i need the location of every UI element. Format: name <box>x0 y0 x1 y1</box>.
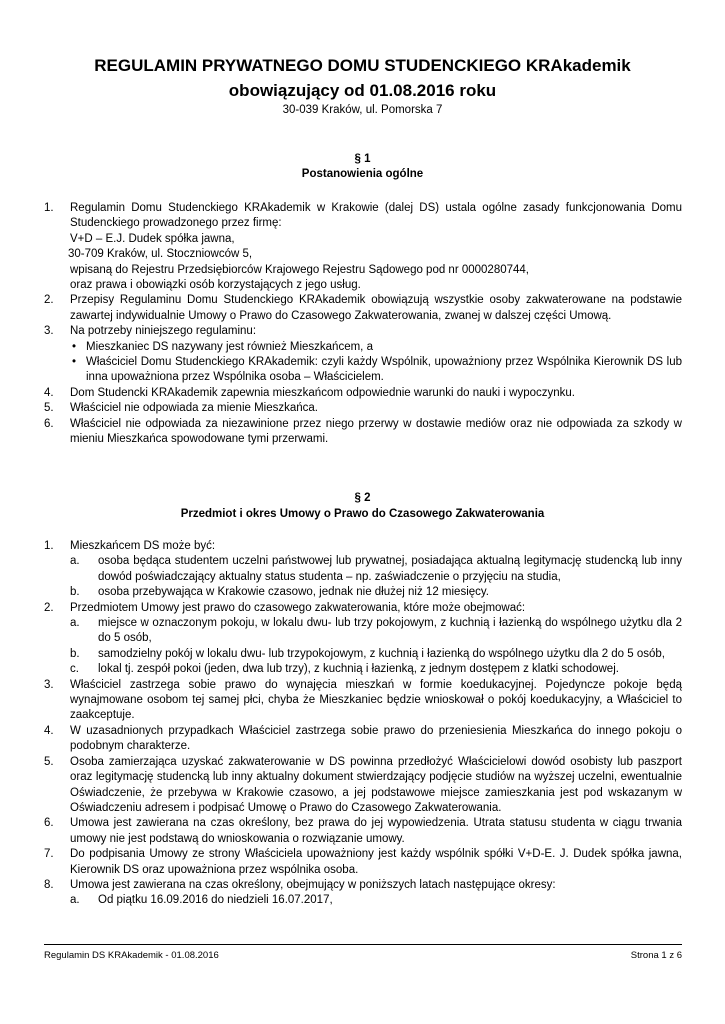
item-number: 6. <box>44 417 54 430</box>
item-text: Przepisy Regulaminu Domu Studenckiego KRAkademik obowiązują wszystkie osoby zakwaterowane na podstawie zawartej indywidualnie Umowy o Prawo do Czasowego Zakwaterowania, zwanej w dalszej części Umową. <box>70 294 682 322</box>
item-text: Właściciel zastrzega sobie prawo do wynajęcia mieszkań w formie koedukacyjnej. Pojedyncze pokoje będą wynajmowane osobom tej samej płci, chyba że Mieszkaniec będzie wnioskował o pokój koedukacyjny, a Właściciel to zaakceptuje. <box>70 678 682 722</box>
section-1-item-2 <box>44 293 682 324</box>
item-text: Mieszkańcem DS może być: <box>70 540 216 552</box>
sub-item-a <box>70 893 682 908</box>
item-text: Regulamin Domu Studenckiego KRAkademik w Krakowie (dalej DS) ustala ogólne zasady funkcjonowania Domu Studenckiego prowadzonego przez firmę: <box>70 202 682 230</box>
item-text: Umowa jest zawierana na czas określony, obejmujący w poniższych latach następujące okresy: <box>70 878 556 891</box>
section-2-item-1 <box>44 539 682 601</box>
section-2-item-6 <box>44 816 682 847</box>
section-1-number: § 1 <box>354 153 371 165</box>
section-1-item-6 <box>44 417 682 448</box>
sub-item-text: samodzielny pokój w lokalu dwu- lub trzypokojowym, z kuchnią i łazienką do wspólnego użytku dla 2 do 5 osób, <box>98 647 665 660</box>
bullet-text: Właściciel Domu Studenckiego KRAkademik: czyli każdy Wspólnik, upoważniony przez Wspólnika Kierownik DS lub inna upoważniona przez Wspólnika osoba – Właścicielem. <box>86 356 682 384</box>
section-2-item-8 <box>44 878 682 909</box>
section-1-item-5 <box>44 401 682 416</box>
section-2-number: § 2 <box>354 492 371 504</box>
section-2-item-7 <box>44 847 682 878</box>
item-number: 6. <box>44 817 54 830</box>
section-1-item-1 <box>44 201 682 293</box>
sub-item-letter: b. <box>70 647 80 660</box>
sub-item-c <box>70 662 682 677</box>
item-text: W uzasadnionych przypadkach Właściciel zastrzega sobie prawo do przeniesienia Mieszkańca do innego pokoju o podobnym charakterze. <box>70 724 682 753</box>
footer-document-name: Regulamin DS KRAkademik - 01.08.2016 <box>44 950 219 961</box>
company-street: 30-709 Kraków, ul. Stoczniowców 5, <box>68 248 253 261</box>
section-2-heading: Przedmiot i okres Umowy o Prawo do Czasowego Zakwaterowania <box>180 508 545 520</box>
sub-item-letter: a. <box>70 894 80 907</box>
footer-page-number: Strona 1 z 6 <box>630 950 682 961</box>
footer-divider <box>44 944 682 945</box>
item-number: 5. <box>44 402 54 415</box>
section-1-item-3 <box>44 324 682 386</box>
item-text: Umowa jest zawierana na czas określony, bez prawa do jej wypowiedzenia. Utrata statusu studenta w ciągu trwania umowy nie jest podstawą do wnioskowania o rozwiązanie umowy. <box>70 817 682 845</box>
sub-item-text: Od piątku 16.09.2016 do niedzieli 16.07.2017, <box>98 894 333 907</box>
sub-item-b <box>70 585 682 600</box>
item-number: 2. <box>44 294 54 307</box>
section-1-item-4 <box>44 386 682 401</box>
sub-item-text: lokal tj. zespół pokoi (jeden, dwa lub trzy), z kuchnią i łazienką, z jednym dostępem z klatki schodowej. <box>98 663 619 676</box>
section-2-item-4 <box>44 724 682 755</box>
item-number: 3. <box>44 325 54 338</box>
item-text: Właściciel nie odpowiada za niezawinione przez niego przerwy w dostawie mediów oraz nie odpowiada za szkody w mieniu Mieszkańca spowodowane tymi przerwami. <box>70 417 682 446</box>
item-number: 4. <box>44 724 54 737</box>
sub-item-text: osoba będąca studentem uczelni państwowej lub prywatnej, posiadająca aktualną legitymację studencką lub inny dowód poświadczający aktualny status studenta – np. zaświadczenie o przyjęciu na studia, <box>98 555 682 583</box>
item-number: 4. <box>44 386 54 399</box>
sub-item-letter: a. <box>70 555 80 568</box>
bullet-item <box>70 355 682 386</box>
sub-item-letter: b. <box>70 586 80 599</box>
bullet-item <box>70 340 682 355</box>
item-number: 5. <box>44 755 54 768</box>
sub-item-text: miejsce w oznaczonym pokoju, w lokalu dwu- lub trzy pokojowym, z kuchnią i łazienką do wspólnego użytku dla 2 do 5 osób, <box>98 617 682 645</box>
section-1-heading: Postanowienia ogólne <box>301 168 424 180</box>
section-1-body <box>44 201 682 448</box>
item-text: Osoba zamierzająca uzyskać zakwaterowanie w DS powinna przedłożyć Właścicielowi dowód osobisty lub paszport oraz legitymację studencką lub inny aktualny dokument stwierdzający podjęcie studiów na wyższej uczelni, ewentualnie Oświadczenie, że przebywa w Krakowie czasowo, a jej podstawowe miejsce zamieszkania jest pod wskazanym w Oświadczeniu adresem i podpisać Umowę o Prawo do Czasowego Zakwaterowania. <box>70 755 682 814</box>
sub-item-a <box>70 616 682 647</box>
item-number: 8. <box>44 878 54 891</box>
company-registry: wpisaną do Rejestru Przedsiębiorców Krajowego Rejestru Sądowego pod nr 0000280744, <box>70 263 530 276</box>
item-text: Na potrzeby niniejszego regulaminu: <box>70 325 257 338</box>
item-duties: oraz prawa i obowiązki osób korzystających z jego usług. <box>70 279 361 292</box>
item-number: 1. <box>44 540 54 552</box>
bullet-icon: • <box>72 340 77 353</box>
bullet-icon: • <box>72 356 77 369</box>
section-2-body <box>44 539 682 909</box>
item-text: Przedmiotem Umowy jest prawo do czasowego zakwaterowania, które może obejmować: <box>70 601 526 614</box>
section-2-item-2 <box>44 601 682 678</box>
section-2-item-5 <box>44 755 682 817</box>
document-subtitle: obowiązujący od 01.08.2016 roku <box>228 81 497 100</box>
sub-item-a <box>70 554 682 585</box>
document-address: 30-039 Kraków, ul. Pomorska 7 <box>282 104 443 116</box>
item-text: Dom Studencki KRAkademik zapewnia mieszkańcom odpowiednie warunki do nauki i wypoczynku. <box>70 386 575 399</box>
bullet-text: Mieszkaniec DS nazywany jest również Mieszkańcem, a <box>86 340 373 353</box>
sub-item-letter: c. <box>70 663 79 676</box>
company-name: V+D – E.J. Dudek spółka jawna, <box>70 232 235 245</box>
sub-item-b <box>70 647 682 662</box>
sub-item-text: osoba przebywająca w Krakowie czasowo, jednak nie dłużej niż 12 miesięcy. <box>98 586 489 599</box>
section-2-item-3 <box>44 678 682 724</box>
item-number: 2. <box>44 601 54 614</box>
item-number: 1. <box>44 202 54 214</box>
document-title: REGULAMIN PRYWATNEGO DOMU STUDENCKIEGO KRAkademik <box>94 56 631 75</box>
sub-item-letter: a. <box>70 617 80 630</box>
item-number: 3. <box>44 678 54 691</box>
item-text: Do podpisania Umowy ze strony Właściciela upoważniony jest każdy wspólnik spółki V+D-E. J. Dudek spółka jawna, Kierownik DS oraz upoważniona przez wspólnika osoba. <box>70 848 682 876</box>
item-number: 7. <box>44 848 54 861</box>
item-text: Właściciel nie odpowiada za mienie Mieszkańca. <box>70 402 319 415</box>
